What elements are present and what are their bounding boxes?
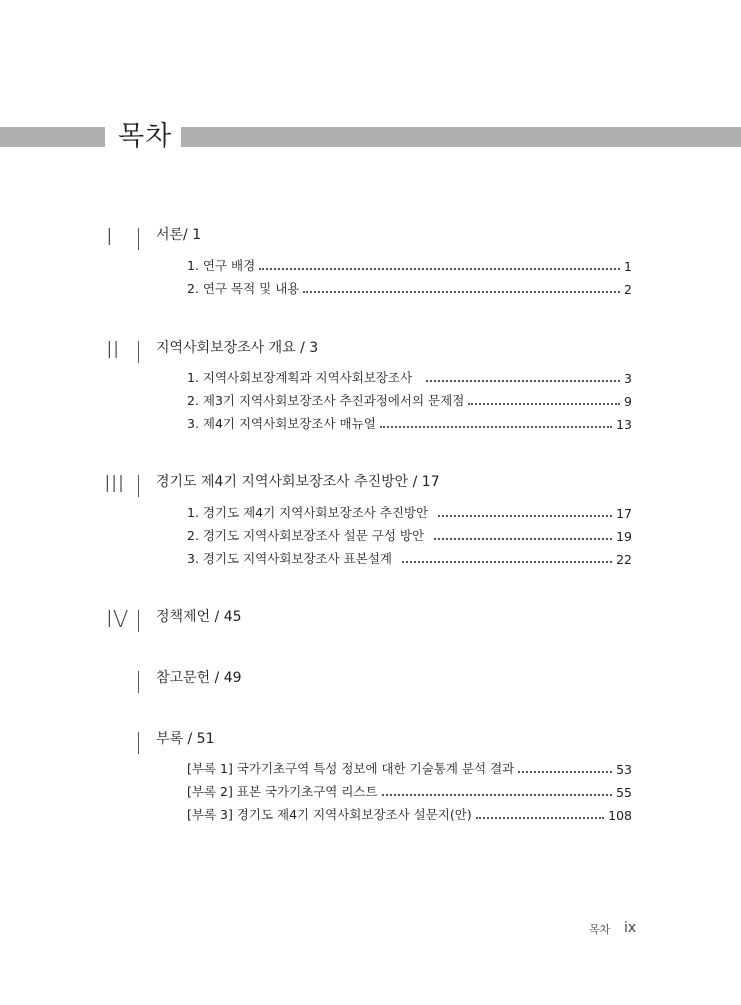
entry-label: 1. 연구 배경 bbox=[187, 258, 256, 273]
toc-entry[interactable] bbox=[187, 805, 632, 823]
section-numeral: III bbox=[104, 472, 125, 498]
dot-leader bbox=[380, 426, 612, 428]
section-title[interactable]: 지역사회보장조사 개요 / 3 bbox=[156, 340, 319, 356]
toc-entry[interactable] bbox=[187, 782, 632, 800]
entry-page: 22 bbox=[616, 552, 632, 567]
dot-leader bbox=[438, 515, 612, 517]
entry-page: 13 bbox=[616, 417, 632, 432]
entry-label: 3. 제4기 지역사회보장조사 매뉴얼 bbox=[187, 416, 376, 431]
entry-label: [부록 1] 국가기초구역 특성 정보에 대한 기술통계 분석 결과 bbox=[187, 761, 515, 776]
entry-page: 53 bbox=[616, 762, 632, 777]
section-title[interactable]: 서론/ 1 bbox=[156, 227, 202, 243]
entry-page: 2 bbox=[624, 282, 632, 297]
dot-leader bbox=[426, 380, 620, 382]
section-numeral: II bbox=[106, 338, 120, 364]
entry-page: 17 bbox=[616, 506, 632, 521]
dot-leader bbox=[476, 817, 604, 819]
footer-page-number: ix bbox=[624, 920, 637, 936]
page-title: 목차 bbox=[118, 121, 173, 152]
entry-page: 55 bbox=[616, 785, 632, 800]
section-numeral: IV bbox=[106, 607, 129, 633]
section-title[interactable]: 정책제언 / 45 bbox=[156, 609, 242, 625]
entry-page: 108 bbox=[608, 808, 632, 823]
entry-page: 1 bbox=[624, 259, 632, 274]
entry-label: 3. 경기도 지역사회보장조사 표본설계 bbox=[187, 551, 392, 566]
entry-label: [부록 2] 표본 국가기초구역 리스트 bbox=[187, 784, 378, 799]
section-divider bbox=[138, 341, 139, 363]
toc-entry[interactable] bbox=[187, 526, 632, 544]
entry-label: 2. 제3기 지역사회보장조사 추진과정에서의 문제점 bbox=[187, 393, 465, 408]
entry-label: 1. 지역사회보장계획과 지역사회보장조사 bbox=[187, 370, 413, 385]
section-title[interactable]: 부록 / 51 bbox=[156, 731, 215, 747]
section-divider bbox=[138, 475, 139, 497]
toc-entry[interactable] bbox=[187, 503, 632, 521]
entry-page: 3 bbox=[624, 371, 632, 386]
toc-entry[interactable] bbox=[187, 391, 632, 409]
dot-leader bbox=[259, 268, 620, 270]
section-divider bbox=[138, 732, 139, 754]
toc-entry[interactable] bbox=[187, 549, 632, 567]
dot-leader bbox=[382, 794, 613, 796]
footer-label: 목차 bbox=[589, 923, 611, 936]
section-title[interactable]: 참고문헌 / 49 bbox=[156, 670, 242, 686]
entry-label: [부록 3] 경기도 제4기 지역사회보장조사 설문지(안) bbox=[187, 807, 472, 822]
entry-label: 1. 경기도 제4기 지역사회보장조사 추진방안 bbox=[187, 505, 429, 520]
header-bar-left bbox=[0, 127, 105, 147]
toc-entry[interactable] bbox=[187, 414, 632, 432]
toc-entry[interactable] bbox=[187, 368, 632, 386]
toc-entry[interactable] bbox=[187, 256, 632, 274]
header-bar-right bbox=[181, 127, 741, 147]
section-numeral: I bbox=[106, 225, 113, 251]
section-divider bbox=[138, 610, 139, 632]
dot-leader bbox=[518, 771, 612, 773]
toc-entry[interactable] bbox=[187, 759, 632, 777]
section-title[interactable]: 경기도 제4기 지역사회보장조사 추진방안 / 17 bbox=[156, 474, 440, 490]
entry-label: 2. 연구 목적 및 내용 bbox=[187, 281, 300, 296]
toc-entry[interactable] bbox=[187, 279, 632, 297]
dot-leader bbox=[468, 403, 620, 405]
dot-leader bbox=[303, 291, 620, 293]
dot-leader bbox=[402, 561, 612, 563]
section-divider bbox=[138, 671, 139, 693]
dot-leader bbox=[434, 538, 612, 540]
entry-label: 2. 경기도 지역사회보장조사 설문 구성 방안 bbox=[187, 528, 425, 543]
entry-page: 19 bbox=[616, 529, 632, 544]
section-divider bbox=[138, 228, 139, 250]
entry-page: 9 bbox=[624, 394, 632, 409]
